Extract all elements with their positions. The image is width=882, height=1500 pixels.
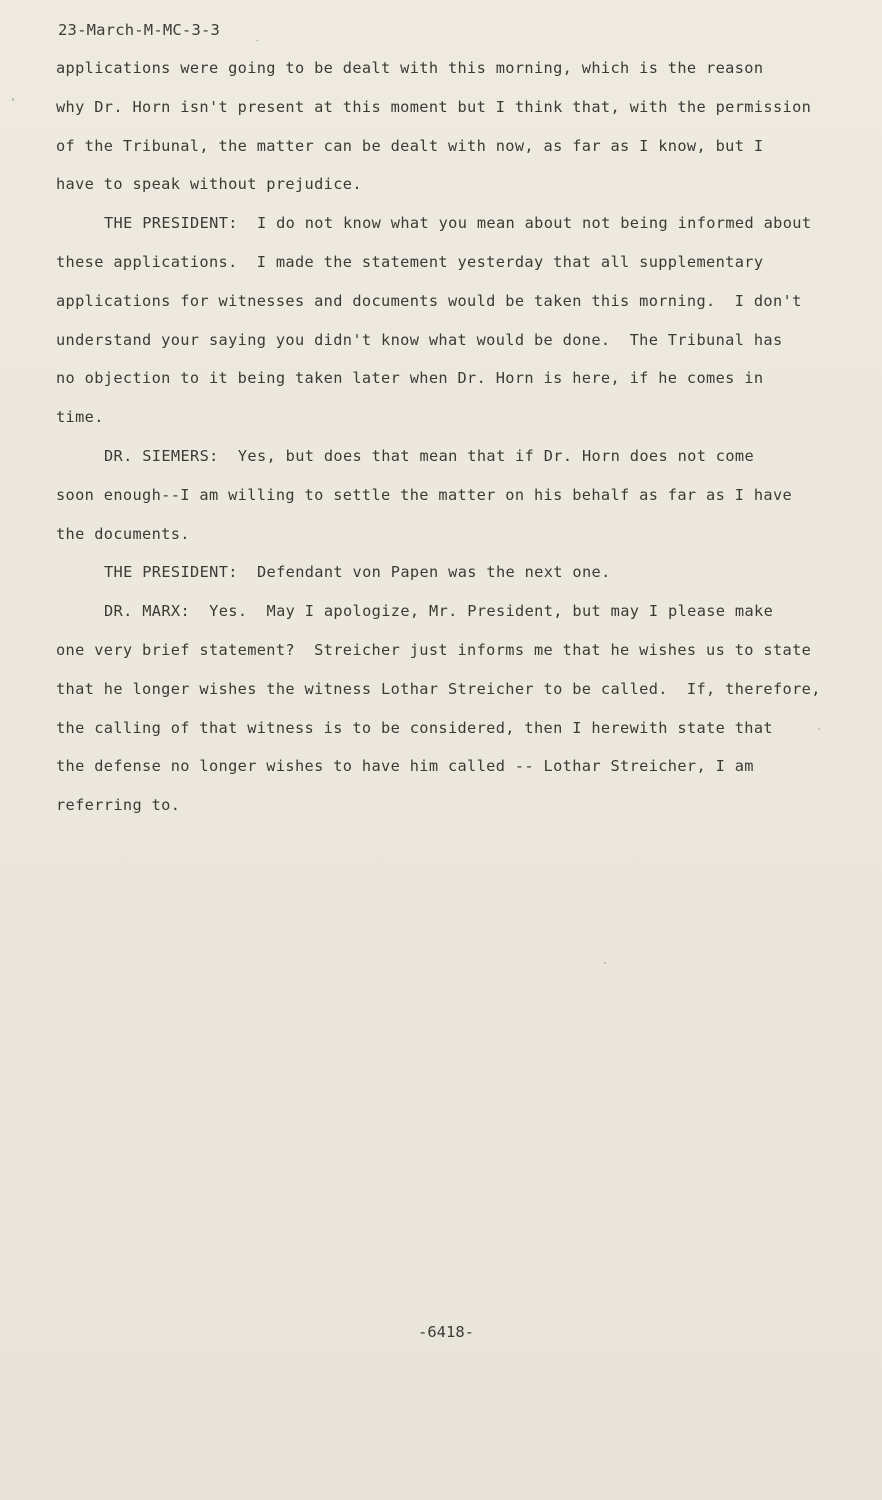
transcript-line: DR. MARX: Yes. May I apologize, Mr. President, but may I please make <box>104 602 774 621</box>
transcript-line: the documents. <box>56 524 190 543</box>
transcript-line: THE PRESIDENT: Defendant von Papen was the next one. <box>104 563 611 582</box>
transcript-line: no objection to it being taken later when Dr. Horn is here, if he comes in <box>56 369 764 388</box>
transcript-line: referring to. <box>56 796 181 815</box>
transcript-line: time. <box>56 408 104 427</box>
transcript-line: these applications. I made the statement yesterday that all supplementary <box>56 252 764 271</box>
transcript-line: one very brief statement? Streicher just informs me that he wishes us to state <box>56 640 812 659</box>
transcript-line: the calling of that witness is to be considered, then I herewith state that <box>56 718 773 737</box>
transcript-line: have to speak without prejudice. <box>56 175 362 194</box>
transcript-line: the defense no longer wishes to have him called -- Lothar Streicher, I am <box>56 757 754 776</box>
transcript-body <box>56 58 846 834</box>
page-identifier: 23-March-M-MC-3-3 <box>58 21 221 39</box>
page-number: -6418- <box>418 1323 474 1341</box>
transcript-line: understand your saying you didn't know what would be done. The Tribunal has <box>56 330 783 349</box>
transcript-line: applications were going to be dealt with this morning, which is the reason <box>56 59 764 77</box>
transcript-line: THE PRESIDENT: I do not know what you mean about not being informed about <box>104 214 812 233</box>
transcript-line: why Dr. Horn isn't present at this moment but I think that, with the permission <box>56 97 812 116</box>
paper-speck <box>12 98 14 101</box>
transcript-line: soon enough--I am willing to settle the matter on his behalf as far as I have <box>56 485 793 504</box>
paper-speck <box>818 728 820 730</box>
transcript-line: of the Tribunal, the matter can be dealt with now, as far as I know, but I <box>56 136 764 155</box>
transcript-line: that he longer wishes the witness Lothar Streicher to be called. If, therefore, <box>56 679 821 698</box>
paper-speck <box>256 40 259 41</box>
transcript-line: DR. SIEMERS: Yes, but does that mean that if Dr. Horn does not come <box>104 446 755 465</box>
paper-speck <box>604 962 606 964</box>
transcript-line: applications for witnesses and documents would be taken this morning. I don't <box>56 291 802 310</box>
